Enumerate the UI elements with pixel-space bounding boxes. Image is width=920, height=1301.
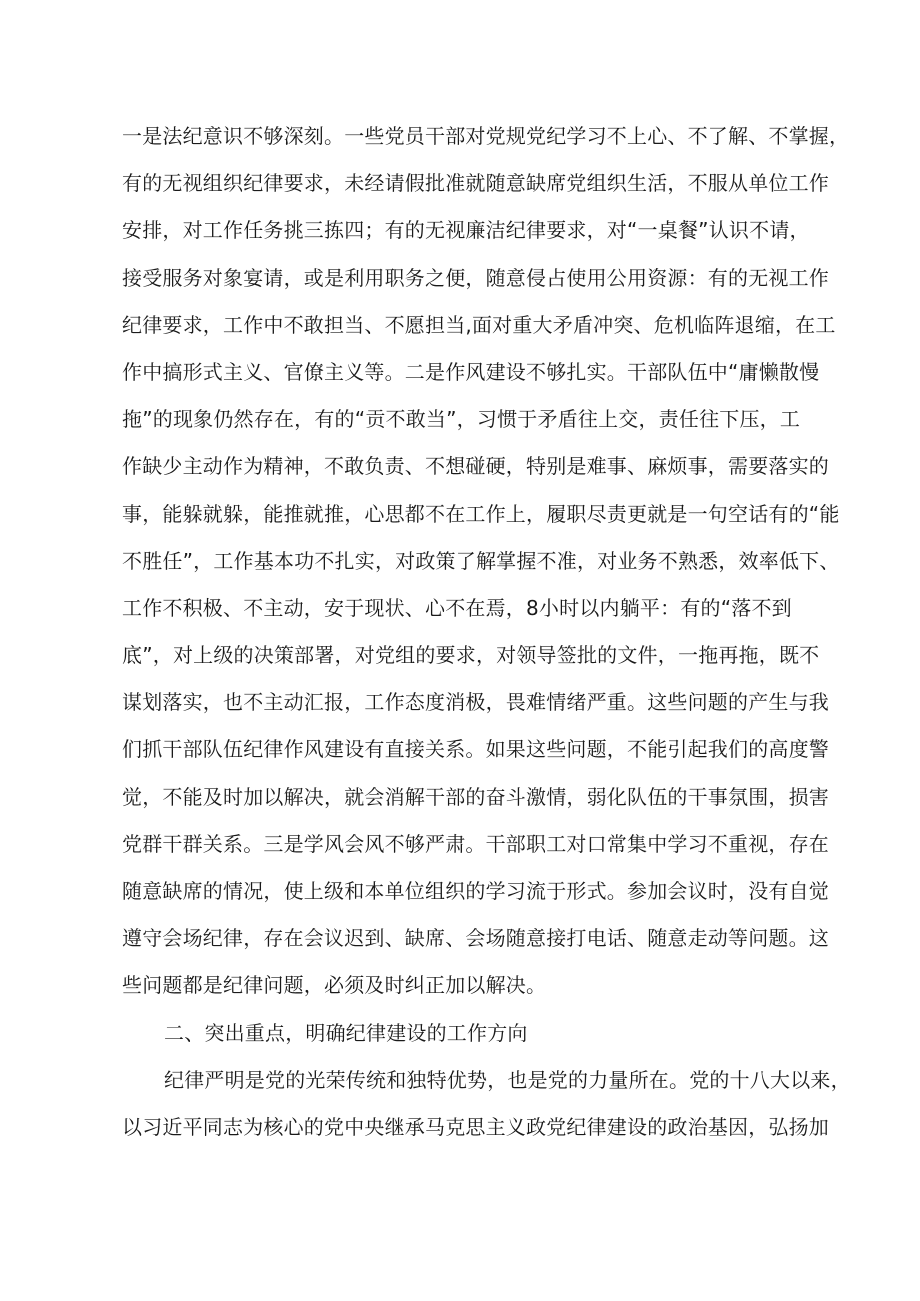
text-line: 些问题都是纪律问题，必须及时纠正加以解决。 (122, 973, 547, 998)
text-line: 有的无视组织纪律要求，未经请假批准就随意缺席党组织生活，不服从单位工作 (122, 171, 829, 196)
text-line: 随意缺席的情况，使上级和本单位组织的学习流于形式。参加会议时，没有自觉 (122, 879, 829, 903)
text-line: 们抓干部队伍纪律作风建设有直接关系。如果这些问题，不能引起我们的高度警 (122, 737, 829, 762)
section-heading: 二、突出重点，明确纪律建设的工作方向 (164, 1020, 528, 1045)
text-line: 工作不积极、不主动，安于现状、心不在焉，8小时以内躺平：有的“落不到 (122, 595, 792, 620)
text-line: 安排，对工作任务挑三拣四；有的无视廉洁纪律要求，对“一桌餐”认识不请， (122, 218, 810, 243)
text-line: 纪律严明是党的光荣传统和独特优势，也是党的力量所在。党的十八大以来， (164, 1067, 851, 1092)
text-line: 作缺少主动作为精神，不敢负责、不想碰硬，特别是难事、麻烦事，需要落实的 (122, 454, 829, 479)
text-line: 纪律要求，工作中不敢担当、不愿担当,面对重大矛盾冲突、危机临阵退缩，在工 (122, 312, 836, 337)
text-line: 事，能躲就躲，能推就推，心思都不在工作上，履职尽责更就是一句空话有的“能 (122, 501, 840, 526)
text-line: 一是法纪意识不够深刻。一些党员干部对党规党纪学习不上心、不了解、不掌握， (122, 124, 850, 148)
text-line: 谋划落实，也不主动汇报，工作态度消极，畏难情绪严重。这些问题的产生与我 (122, 690, 829, 715)
text-line: 拖”的现象仍然存在，有的“贡不敢当”，习惯于矛盾往上交，责任往下压，工 (122, 407, 801, 432)
text-line: 作中搞形式主义、官僚主义等。二是作风建设不够扎实。干部队伍中“庸懒散慢 (122, 359, 820, 384)
paragraph-1 (122, 113, 850, 1010)
text-line: 遵守会场纪律，存在会议迟到、缺席、会场随意接打电话、随意走动等问题。这 (122, 926, 829, 951)
text-line: 党群干群关系。三是学风会风不够严肃。干部职工对口常集中学习不重视，存在 (122, 831, 829, 856)
text-line: 觉，不能及时加以解决，就会消解干部的奋斗激情，弱化队伍的干事氛围，损害 (122, 784, 829, 809)
text-line: 接受服务对象宴请，或是利用职务之便，随意侵占使用公用资源：有的无视工作 (122, 265, 829, 290)
text-line: 底”，对上级的决策部署，对党组的要求，对领导签批的文件，一拖再拖，既不 (122, 643, 820, 668)
document-body (122, 113, 851, 1151)
paragraph-2 (122, 1057, 851, 1151)
text-line: 以习近平同志为核心的党中央继承马克思主义政党纪律建设的政治基因，弘扬加 (122, 1114, 829, 1139)
text-line: 不胜任”，工作基本功不扎实，对政策了解掌握不准，对业务不熟悉，效率低下、 (122, 548, 840, 573)
